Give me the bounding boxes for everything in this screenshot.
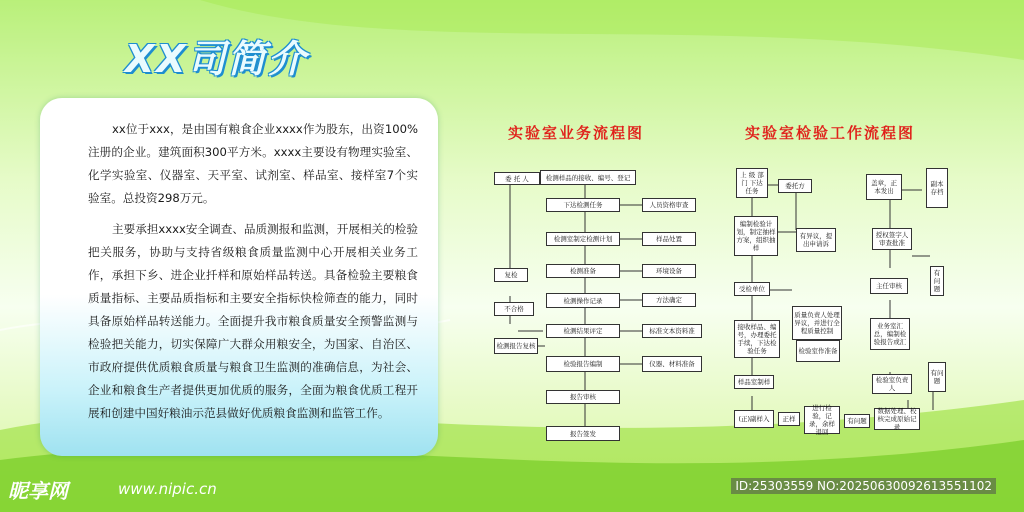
node-problem-1: 有问题 [930, 266, 944, 296]
node-authorize: 授权签字人审查批准 [872, 228, 912, 250]
node-task: 下达检测任务 [546, 198, 620, 212]
node-prep: 检测准备 [546, 264, 620, 278]
node-environment: 环境设备 [642, 264, 696, 278]
node-evaluate: 检测结果评定 [546, 324, 620, 338]
node-report-edit: 检验报告编制 [546, 356, 620, 372]
flowchart-2 [730, 160, 950, 440]
intro-panel [40, 98, 438, 456]
node-summary: 业务室汇总，编制检验报告或汇 [870, 318, 910, 350]
node-test: 进行检验，记录，余样退回 [804, 406, 840, 434]
page-title: XX司简介 [125, 37, 308, 81]
node-quality: 质量负责人处理异议，并进行全程质量控制 [792, 306, 842, 340]
node-retain: (正)副样入 [734, 410, 774, 428]
node-report-recheck: 检测报告复核 [494, 338, 538, 354]
node-record: 检测操作记录 [546, 293, 620, 308]
flowchart-2-title: 实验室检验工作流程图 [745, 124, 916, 142]
node-copy: 副本存档 [926, 168, 948, 208]
flowchart-1 [480, 148, 710, 448]
node-sample-make: 样品室制样 [734, 375, 774, 389]
node-entrust-party: 委托方 [778, 179, 812, 193]
node-receive-sample: 接收样品、编号，办理委托手续，下达检验任务 [734, 320, 780, 358]
node-objection: 有异议，提出申请诉 [796, 228, 836, 252]
node-main-review: 主任审核 [870, 278, 908, 294]
node-review: 报告审核 [546, 390, 620, 404]
node-lab-prep: 检验室作准备 [796, 340, 840, 362]
intro-paragraph-1: xx位于xxx，是由国有粮食企业xxxx作为股东，出资100%注册的企业。建筑面积300平方米。xxxx主要设有物理实验室、化学实验室、仪器室、天平室、试剂室、样品室、接样室7个实验室。总投资298万元。 [88, 122, 418, 205]
node-normal: 正样 [778, 412, 800, 426]
node-lab-head: 检验室负责人 [872, 374, 912, 394]
node-sample: 样品处置 [642, 232, 696, 246]
node-recheck: 复检 [494, 268, 528, 282]
node-process: 数据处理、校核完成原始记录 [874, 408, 920, 430]
intro-paragraph-2: 主要承担xxxx安全调查、品质测报和监测，开展相关的检验把关服务，协助与支持省级粮食质量监测中心开展相关业务工作，承担下乡、进企业扦样和原始样品转送。具备检验主要粮食质量指标、主要品质指标和主要安全指标快检筛查的能力，同时具备原始样品转送能力。全面提升我市粮食质量安全预警监测与检验把关能力，切实保障广大群众用粮安全，为国家、自治区、市政府提供优质粮食质量与粮食卫生监测的准确信息，为社会、企业和粮食生产者提供更加优质的服务，全面为粮食优质工程开展和创建中国好粮油示范县做好优质粮食监测和监管工作。 [88, 222, 418, 420]
node-fail: 不合格 [494, 302, 534, 316]
watermark-id: ID:25303559 NO:20250630092613551102 [731, 478, 996, 494]
flowchart-2-connectors [730, 160, 950, 440]
node-problem-3: 有问题 [844, 414, 870, 428]
node-entrust: 委 托 人 [494, 172, 540, 185]
node-personnel: 人员资格审查 [642, 198, 696, 212]
node-inspected: 受检单位 [734, 282, 770, 296]
node-standard: 标准文本资料准 [642, 324, 702, 338]
node-instrument: 仪器、材料准备 [642, 356, 702, 372]
flowchart-1-title: 实验室业务流程图 [508, 124, 645, 142]
node-sign: 报告签发 [546, 426, 620, 441]
watermark-url: www.nipic.cn [118, 480, 217, 498]
node-seal: 盖章，正本发出 [866, 174, 902, 200]
node-superior: 上 级 部门 下达任务 [736, 168, 768, 198]
watermark-logo: 昵享网 [8, 479, 68, 503]
node-plan: 检测室制定检测计划 [546, 232, 620, 246]
node-receive: 检测样品的接收、编号、登记 [540, 170, 636, 185]
node-plan: 编制检验计划，制定抽样方案，组织抽样 [734, 216, 778, 256]
node-problem-2: 有问题 [928, 362, 946, 392]
node-method: 方法确定 [642, 293, 696, 307]
